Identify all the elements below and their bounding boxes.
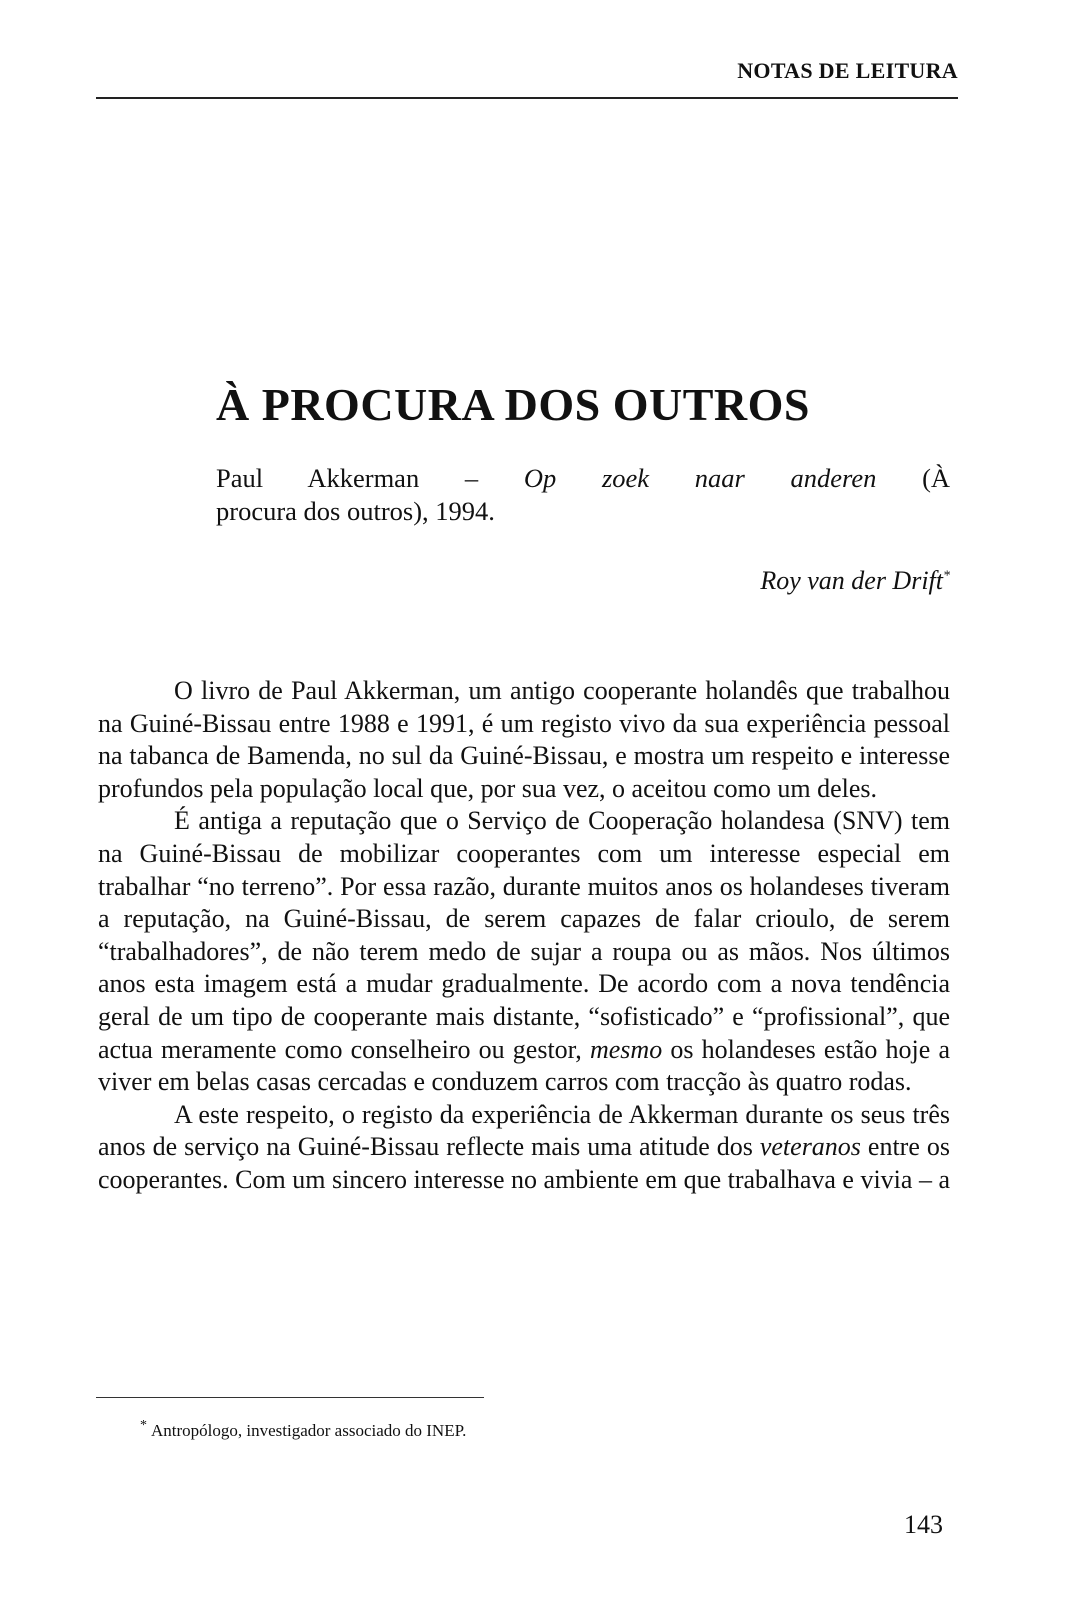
page-number: 143 bbox=[904, 1510, 943, 1539]
paragraph-2-part-a: É antiga a reputação que o Serviço de Cooperação holandesa (SNV) tem na Guiné-Bissau de mobilizar cooperantes com um interesse especial em trabalhar “no terreno”. Por essa razão, durante muitos anos os holandeses tiveram a reputação, na Guiné-Bissau, de serem capazes de falar crioulo, de serem “trabalhadores”, de não terem medo de sujar a roupa ou as mãos. Nos últimos anos esta imagem está a mudar gradualmente. De acordo com a nova tendência geral de um tipo de cooperante mais distante, “sofisticado” e “profissional”, que actua meramente como conselheiro ou gestor, bbox=[98, 806, 950, 1064]
running-header: NOTAS DE LEITURA bbox=[737, 58, 958, 83]
footnote bbox=[140, 1418, 467, 1441]
paragraph-3-part-b: entre os cooperantes. Com um sincero interesse no ambiente em que trabalhava e vivia – a bbox=[98, 1132, 950, 1194]
reviewed-author: Paul Akkerman – bbox=[216, 463, 479, 493]
author-footnote-mark: * bbox=[943, 568, 950, 584]
article-title: À PROCURA DOS OUTROS bbox=[216, 379, 811, 430]
paragraph-3 bbox=[98, 1099, 950, 1197]
reviewed-translation: procura dos outros), 1994. bbox=[216, 496, 495, 526]
footnote-mark: * bbox=[140, 1418, 147, 1434]
paragraph-2 bbox=[98, 805, 950, 1098]
footnote-text: Antropólogo, investigador associado do INEP. bbox=[151, 1421, 467, 1440]
paragraph-1: O livro de Paul Akkerman, um antigo cooperante holandês que trabalhou na Guiné-Bissau entre 1988 e 1991, é um registo vivo da sua experiência pessoal na tabanca de Bamenda, no sul da Guiné-Bissau, e mostra um respeito e interesse profundos pela população local que, por sua vez, o aceitou como um deles. bbox=[98, 676, 950, 803]
footnote-rule bbox=[96, 1397, 484, 1398]
paragraph-3-part-a: A este respeito, o registo da experiência de Akkerman durante os seus três anos de serviço na Guiné-Bissau reflecte mais uma atitude dos bbox=[98, 1099, 950, 1162]
reviewed-work bbox=[216, 462, 950, 528]
reviewed-work-line-1 bbox=[216, 462, 950, 495]
header-rule bbox=[96, 97, 958, 99]
reviewed-title: Op zoek naar anderen bbox=[523, 463, 877, 493]
paragraph-3-emphasis: veteranos bbox=[759, 1132, 861, 1162]
body-text bbox=[98, 675, 950, 1197]
reviewed-translation-open: (À bbox=[922, 463, 951, 493]
author-name: Roy van der Drift bbox=[760, 566, 943, 595]
byline bbox=[760, 566, 950, 596]
paragraph-2-part-b: os holandeses estão hoje a viver em belas casas cercadas e conduzem carros com tracção às quatro rodas. bbox=[98, 1034, 950, 1097]
paragraph-2-emphasis: mesmo bbox=[589, 1034, 663, 1064]
